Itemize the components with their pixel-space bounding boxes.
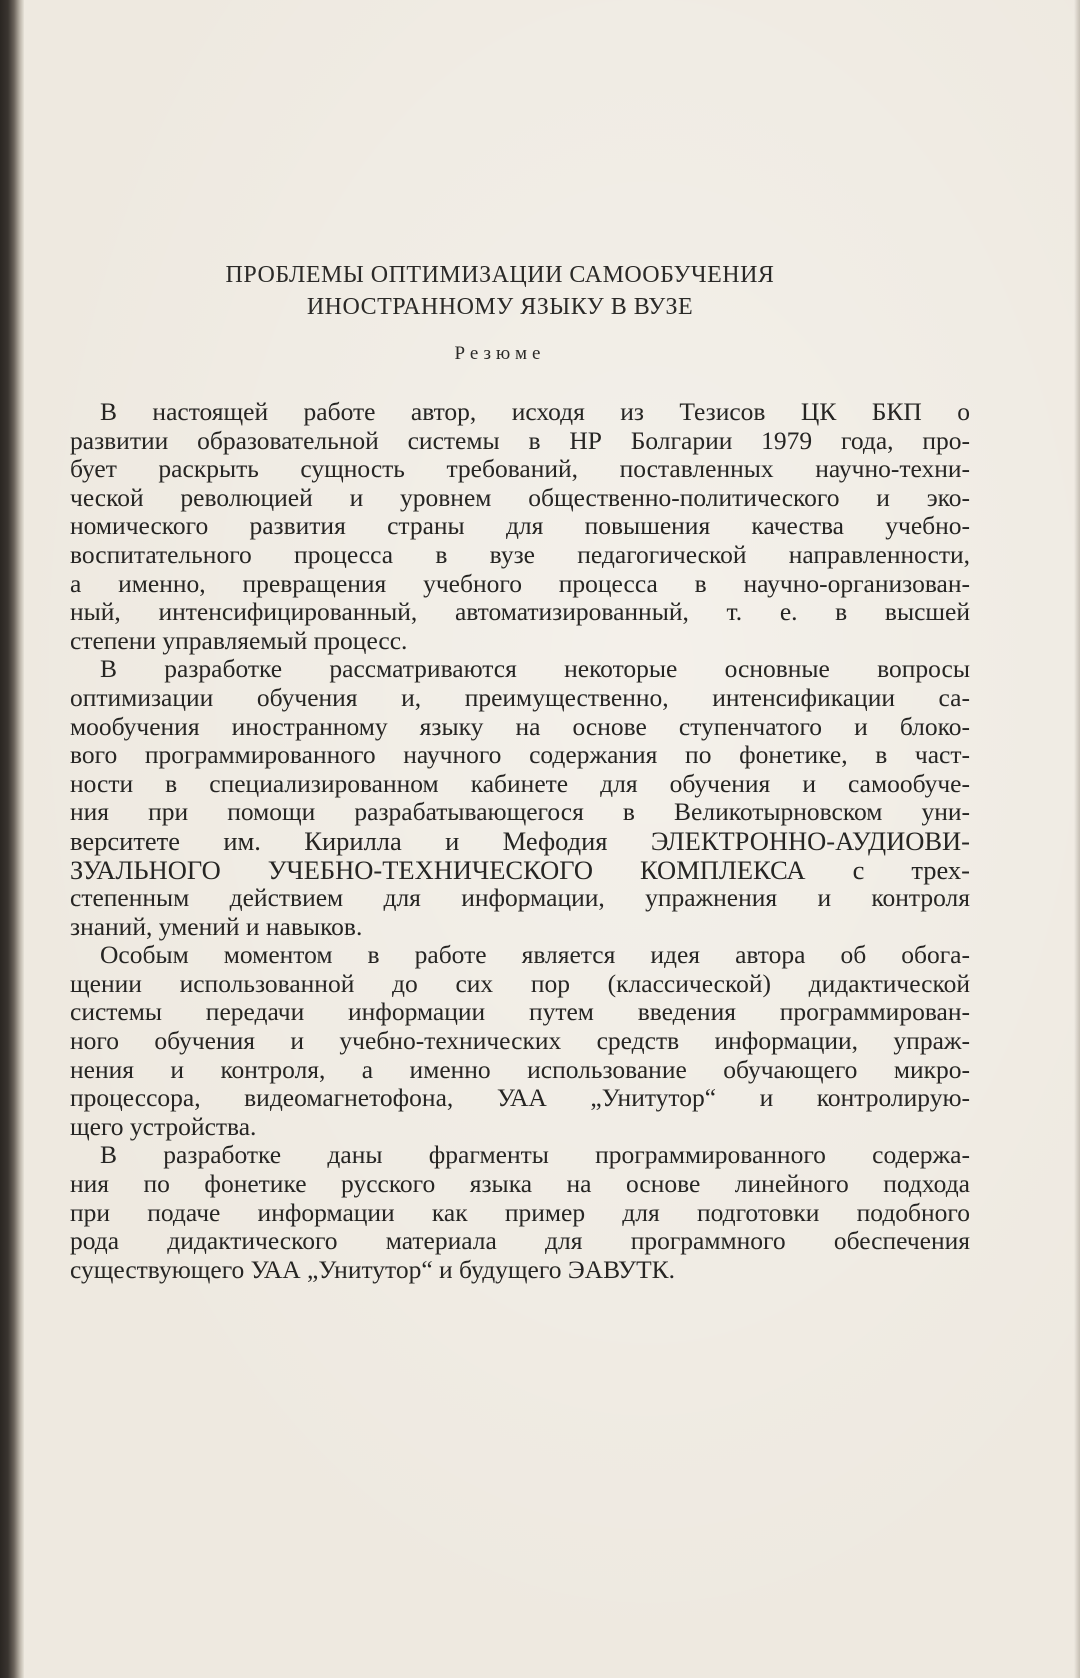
document-title-line-1: ПРОБЛЕМЫ ОПТИМИЗАЦИИ САМООБУЧЕНИЯ: [225, 262, 775, 288]
paragraph-line: процессора, видеомагнетофона, УАА „Унитутор“ и контролирую-: [70, 1083, 970, 1113]
paragraph-line: щего устройства.: [70, 1111, 257, 1141]
paragraph-line: ЗУАЛЬНОГО УЧЕБНО-ТЕХНИЧЕСКОГО КОМПЛЕКСА с трех-: [70, 854, 970, 885]
paragraph-line: а именно, превращения учебного процесса в научно-организован-: [70, 568, 970, 598]
paragraph-line: ния при помощи разрабатывающегося в Великотырновском уни-: [70, 797, 970, 827]
document-title-line-2: ИНОСТРАННОМУ ЯЗЫКУ В ВУЗЕ: [306, 294, 694, 320]
paragraph-line: щении использованной до сих пор (классической) дидактической: [70, 968, 970, 998]
paragraph-2: [70, 655, 970, 941]
paragraph-line: Особым моментом в работе является идея автора об обога-: [100, 940, 970, 970]
paragraph-3: [70, 941, 970, 1141]
paragraph-line: мообучения иностранному языку на основе ступенчатого и блоко-: [70, 711, 970, 741]
paragraph-line: ности в специализированном кабинете для обучения и самообуче-: [70, 768, 970, 798]
page-right-edge: [1074, 0, 1080, 1678]
paragraph-line: ния по фонетике русского языка на основе линейного подхода: [70, 1169, 970, 1199]
document-body: [70, 398, 970, 1284]
paragraph-line: номического развития страны для повышения качества учебно-: [70, 511, 970, 541]
paragraph-1: [70, 398, 970, 655]
paragraph-line: В разработке рассматриваются некоторые основные вопросы: [100, 654, 970, 684]
document-subtitle: Резюме: [454, 343, 546, 364]
paragraph-line: системы передачи информации путем введения программирован-: [70, 997, 970, 1027]
paragraph-line: ческой революцией и уровнем общественно-политического и эко-: [70, 482, 970, 512]
paragraph-line: ного обучения и учебно-технических средств информации, упраж-: [70, 1026, 970, 1056]
paragraph-4: [70, 1141, 970, 1284]
paragraph-line: степенным действием для информации, упражнения и контроля: [70, 883, 970, 913]
paragraph-line: рода дидактического материала для программного обеспечения: [70, 1226, 970, 1256]
paragraph-line: знаний, умений и навыков.: [70, 911, 363, 941]
paragraph-line: В разработке даны фрагменты программированного содержа-: [100, 1140, 970, 1170]
paragraph-line: оптимизации обучения и, преимущественно, интенсификации са-: [70, 682, 970, 712]
paragraph-line: верситете им. Кирилла и Мефодия ЭЛЕКТРОННО-АУДИОВИ-: [70, 825, 970, 856]
paragraph-line: степени управляемый процесс.: [70, 625, 408, 655]
paragraph-line: вого программированного научного содержания по фонетике, в част-: [70, 740, 970, 770]
paragraph-line: развитии образовательной системы в НР Болгарии 1979 года, про-: [70, 425, 970, 455]
paragraph-line: бует раскрыть сущность требований, поставленных научно-техни-: [70, 454, 970, 484]
paragraph-line: ный, интенсифицированный, автоматизированный, т. е. в высшей: [70, 597, 970, 627]
paragraph-line: существующего УАА „Унитутор“ и будущего ЭАВУТК.: [70, 1254, 676, 1284]
paragraph-line: при подаче информации как пример для подготовки подобного: [70, 1197, 970, 1227]
paragraph-line: нения и контроля, а именно использование обучающего микро-: [70, 1054, 970, 1084]
paragraph-line: воспитательного процесса в вузе педагогической направленности,: [70, 539, 970, 569]
paragraph-line: В настоящей работе автор, исходя из Тезисов ЦК БКП о: [100, 397, 970, 426]
page-binding-edge: [0, 0, 24, 1678]
